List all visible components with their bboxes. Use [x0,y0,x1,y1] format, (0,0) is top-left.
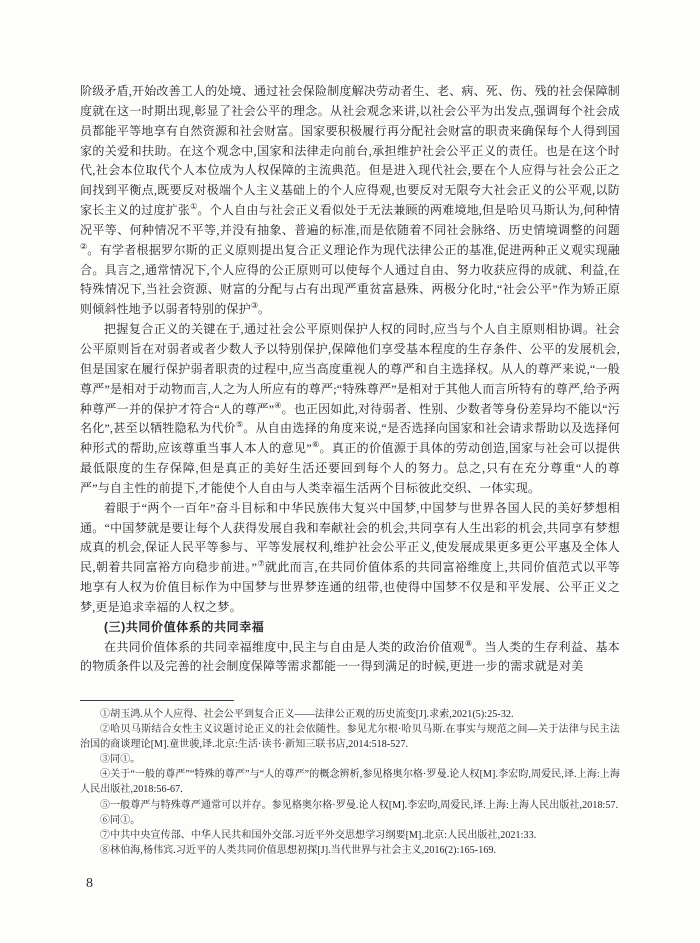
footnote-marker: ⑥ [311,440,320,450]
footnote-marker: ⑧ [464,638,473,648]
footnote-marker: ① [190,202,198,212]
footnote-separator [80,700,234,701]
footnote-list [80,707,620,858]
footnote-item: ⑧林伯海,杨伟宾.习近平的人类共同价值思想初探[J].当代世界与社会主义,2016(2):165-169. [100,844,497,856]
footnote-item: ④关于“一般的尊严”“特殊的尊严”与“人的尊严”的概念辨析,参见格奥尔格·罗曼.论人权[M].李宏昀,周爱民,译.上海:上海人民出版社,2018:56-67. [80,769,620,796]
footnote-marker: ② [80,241,88,251]
page-number: 8 [86,876,93,891]
footnote-item: ③同①。 [100,754,141,766]
footnote-marker: ⑦ [257,559,265,569]
footnote-item: ②哈贝马斯结合女性主义议题讨论正义的社会依随性。参见尤尔根·哈贝马斯.在事实与规范之间—关于法律与民主法治国的商谈理论[M].童世骏,译.北京:生活·读书·新知三联书店,2014:518-527. [80,724,620,751]
footnote-item: ⑥同①。 [100,814,141,826]
footnote-marker: ③ [250,301,258,311]
footnote-marker: ⑤ [236,420,244,430]
body-paragraph: 阶级矛盾,开始改善工人的处境、通过社会保险制度解决劳动者生、老、病、死、伤、残的社会保障制度就在这一时期出现,彰显了社会公平的理念。从社会观念来讲,以社会公平为出发点,强调每个社会成员都能平等地享有自然资源和社会财富。国家要积极履行再分配社会财富的职责来确保每个人得到国家的关爱和扶助。在这个观念中,国家和法律走向前台,承担维护社会公平正义的责任。也是在这个时代,社会本位取代个人本位成为人权保障的主流典范。但是进入现代社会,要在个人应得与社会公正之间找到平衡点,既要反对极端个人主义基础上的个人应得观,也要反对无限夸大社会正义的公平观,以防家长主义的过度扩张①。个人自由与社会正义看似处于无法兼顾的两难境地,但是哈贝马斯认为,何种情况平等、何种情况不平等,并没有抽象、普遍的标准,而是依随着不同社会脉络、历史情境调整的问题②。有学者根据罗尔斯的正义原则提出复合正义理论作为现代法律公正的基准,促进两种正义观实现融合。具言之,通常情况下,个人应得的公正原则可以使每个人通过自由、努力收获应得的成就、利益,在特殊情况下,当社会资源、财富的分配与占有出现严重贫富悬殊、两极分化时,“社会公平”作为矫正原则倾斜性地予以弱者特别的保护③。 [80,84,621,317]
body-paragraphs [80,82,620,677]
footnote-item: ⑤一般尊严与特殊尊严通常可以并存。参见格奥尔格·罗曼.论人权[M].李宏昀,周爱民,译.上海:上海人民出版社,2018:57. [100,799,619,811]
body-paragraph: 把握复合正义的关键在于,通过社会公平原则保护人权的同时,应当与个人自主原则相协调。社会公平原则旨在对弱者或者少数人予以特别保护,保障他们享受基本程度的生存条件、公平的发展机会,但是国家在履行保护弱者职责的过程中,应当高度重视人的尊严和自主选择权。从人的尊严来说,“一般尊严”是相对于动物而言,人之为人所应有的尊严;“特殊尊严”是相对于其他人而言所特有的尊严,给予两种尊严一并的保护才符合“人的尊严”④。也正因如此,对待弱者、性别、少数者等身份差异均不能以“污名化”,甚至以牺牲隐私为代价⑤。从自由选择的角度来说,“是否选择向国家和社会请求帮助以及选择何种形式的帮助,应该尊重当事人本人的意见”⑥。真正的价值源于具体的劳动创造,国家与社会可以提供最低限度的生存保障,但是真正的美好生活还要回到每个人的努力。总之,只有在充分尊重“人的尊严”与自主性的前提下,才能使个人自由与人类幸福生活两个目标彼此交织、一体实现。 [80,322,621,495]
body-paragraph: 着眼于“两个一百年”奋斗目标和中华民族伟大复兴中国梦,中国梦与世界各国人民的美好梦想相通。“中国梦就是要让每个人获得发展自我和奉献社会的机会,共同享有人生出彩的机会,共同享有梦想成真的机会,保证人民平等参与、平等发展权利,维护社会公平正义,使发展成果更多更公平惠及全体人民,朝着共同富裕方向稳步前进。”⑦就此而言,在共同价值体系的共同富裕维度上,共同价值范式以平等地享有人权为价值目标作为中国梦与世界梦连通的纽带,也使得中国梦不仅是和平发展、公平正义之梦,更是追求幸福的人权之梦。 [80,500,621,614]
text-column [80,82,620,677]
body-paragraph: 在共同价值体系的共同幸福维度中,民主与自由是人类的政治价值观⑧。当人类的生存利益、基本的物质条件以及完善的社会制度保障等需求都能一一得到满足的时候,更进一步的需求就是对美 [80,638,621,674]
section-heading: (三)共同价值体系的共同幸福 [104,619,265,634]
footnote-item: ⑦中共中央宣传部、中华人民共和国外交部.习近平外交思想学习纲要[M].北京:人民出版社,2021:33. [100,829,537,841]
footnote-item: ①胡玉鸿.从个人应得、社会公平到复合正义——法律公正观的历史流变[J].求索,2021(5):25-32. [100,709,514,720]
footnote-area [80,700,620,858]
footnote-marker: ④ [274,400,282,410]
